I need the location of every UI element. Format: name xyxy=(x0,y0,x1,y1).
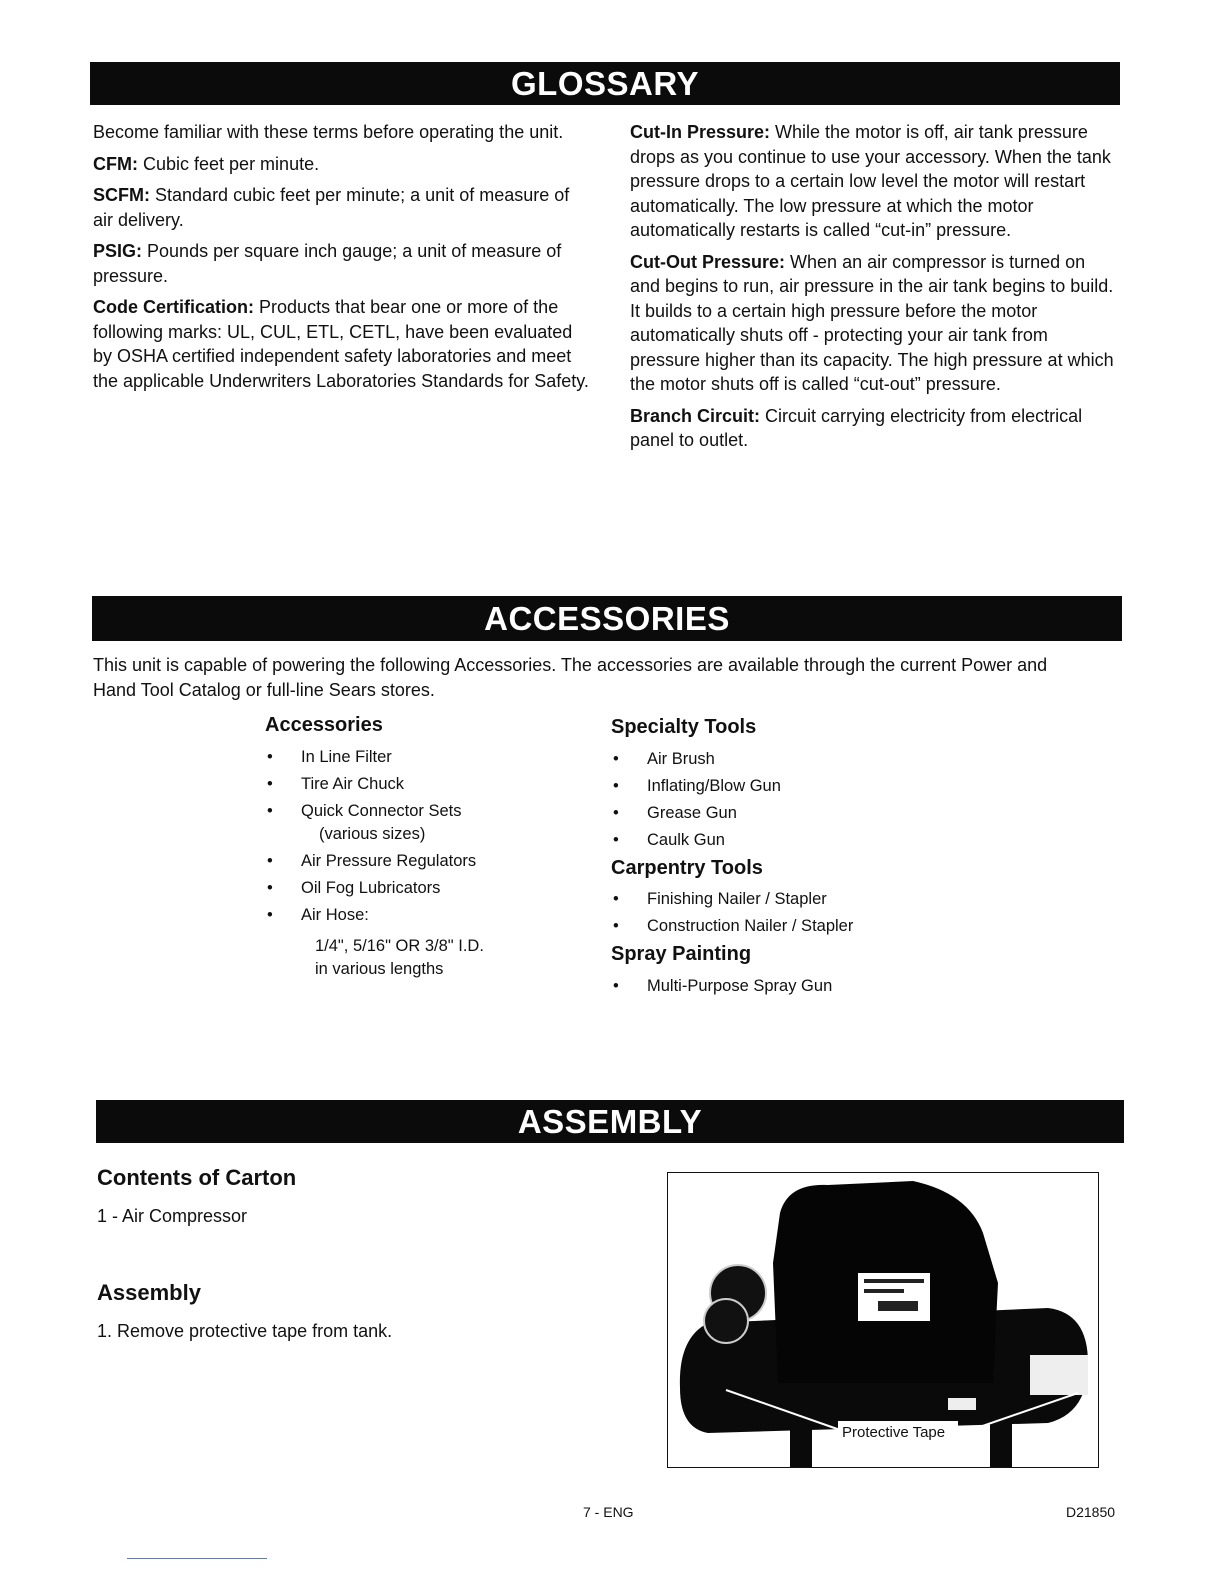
tools-list xyxy=(611,715,1011,1002)
contents-heading: Contents of Carton xyxy=(97,1165,297,1190)
glossary-term: Branch Circuit: Circuit carrying electricity from electrical panel to outlet. xyxy=(630,405,1083,450)
contents-item: 1 - Air Compressor xyxy=(97,1206,248,1226)
page-number: 7 - ENG xyxy=(583,1504,634,1520)
list-item: • Air Pressure Regulators xyxy=(265,850,585,873)
assembly-step: 1. Remove protective tape from tank. xyxy=(97,1321,393,1341)
list-subtext: (various sizes) xyxy=(319,824,426,843)
document-code: D21850 xyxy=(1066,1504,1116,1520)
list-subtext: in various lengths xyxy=(315,959,444,978)
spray-painting-heading: Spray Painting xyxy=(611,943,752,965)
assembly-header: ASSEMBLY xyxy=(96,1100,1124,1143)
assembly-heading: Assembly xyxy=(97,1280,201,1305)
list-item: • Construction Nailer / Stapler xyxy=(611,915,1011,938)
protective-tape-label: Protective Tape xyxy=(842,1424,946,1441)
list-item: • Caulk Gun xyxy=(611,829,1011,852)
glossary-left-column xyxy=(93,120,593,400)
list-item: • Tire Air Chuck xyxy=(265,773,585,796)
divider-line xyxy=(127,1558,267,1559)
list-item: • Oil Fog Lubricators xyxy=(265,877,585,900)
list-item: • Grease Gun xyxy=(611,802,1011,825)
list-item: • Inflating/Blow Gun xyxy=(611,775,1011,798)
list-item: • Quick Connector Sets xyxy=(265,800,585,823)
list-item: • In Line Filter xyxy=(265,746,585,769)
carpentry-tools-heading: Carpentry Tools xyxy=(611,856,763,879)
accessories-list xyxy=(265,713,585,981)
list-item: • Multi-Purpose Spray Gun xyxy=(611,975,1011,998)
glossary-term: PSIG: Pounds per square inch gauge; a unit of measure of pressure. xyxy=(93,241,562,286)
specialty-tools-heading: Specialty Tools xyxy=(611,716,757,738)
list-item: • Finishing Nailer / Stapler xyxy=(611,888,1011,911)
compressor-figure xyxy=(667,1172,1099,1468)
list-item: • Air Brush xyxy=(611,748,1011,771)
glossary-term: CFM: Cubic feet per minute. xyxy=(93,153,320,174)
accessories-header: ACCESSORIES xyxy=(92,596,1122,641)
accessories-heading: Accessories xyxy=(265,714,383,736)
accessories-intro: This unit is capable of powering the following Accessories. The accessories are available through the current Power and Hand Tool Catalog or full-line Sears stores. xyxy=(93,655,1048,700)
glossary-term: Code Certification: Products that bear one or more of the following marks: UL, CUL, ETL, CETL, have been evaluated by OSHA certified independent safety laboratories and meet the applicable Underwriters Laboratories Standards for Safety. xyxy=(93,297,589,391)
list-subtext: 1/4", 5/16" OR 3/8" I.D. xyxy=(315,936,484,955)
glossary-right-column xyxy=(630,120,1120,460)
glossary-intro: Become familiar with these terms before operating the unit. xyxy=(93,122,564,142)
glossary-header: GLOSSARY xyxy=(90,62,1120,105)
list-item: • Air Hose: xyxy=(265,904,585,927)
glossary-term: SCFM: Standard cubic feet per minute; a unit of measure of air delivery. xyxy=(93,185,570,230)
glossary-term: Cut-Out Pressure: When an air compressor is turned on and begins to run, air pressure in the air tank begins to build. It builds to a certain high pressure before the motor automatically shuts off - protecting your air tank from pressure higher than its capacity. The high pressure at which the motor shuts off is called “cut-out” pressure. xyxy=(630,251,1114,394)
glossary-term: Cut-In Pressure: While the motor is off, air tank pressure drops as you continue to use your accessory. When the tank pressure drops to a certain low level the motor will restart automatically. The low pressure at which the motor automatically restarts is called “cut-in” pressure. xyxy=(630,122,1111,240)
